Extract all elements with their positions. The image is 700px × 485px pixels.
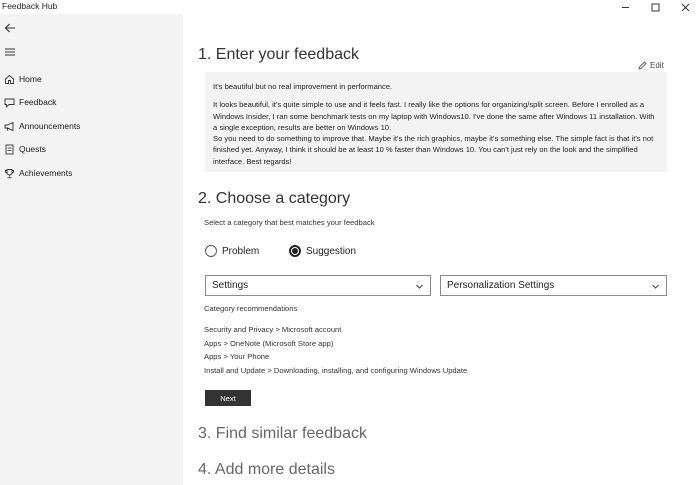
radio-problem[interactable]: [205, 245, 259, 257]
edit-button[interactable]: [638, 61, 664, 70]
step4-heading[interactable]: 4. Add more details: [198, 461, 335, 478]
close-icon: [681, 3, 690, 12]
title-bar: [0, 0, 700, 14]
home-icon: [0, 74, 19, 85]
step3-heading[interactable]: 3. Find similar feedback: [198, 425, 367, 442]
back-button[interactable]: [2, 21, 18, 35]
minimize-icon: [621, 3, 630, 12]
app-title: Feedback Hub: [2, 1, 58, 11]
category-dropdown-value: Settings: [212, 280, 249, 291]
recommendations-title: Category recommendations: [204, 304, 298, 313]
recommendations-list: [204, 323, 467, 377]
feedback-paragraph: So you need to do something to improve that. Maybe it's the rich graphics, maybe it's something else. The simple fact is that it's not finished yet. Anyway, I think it should be at least 10 % faster than Windows 10. You can't just rely on the look and the simplified interface. Best regards!: [213, 134, 654, 166]
sidebar-item-label: Feedback: [19, 97, 57, 107]
sidebar-item-label: Home: [19, 74, 42, 84]
radio-suggestion[interactable]: [289, 245, 356, 257]
recommendation-item[interactable]: Apps > OneNote (Microsoft Store app): [204, 338, 334, 348]
edit-label: Edit: [650, 61, 664, 70]
category-dropdown[interactable]: [205, 275, 431, 296]
quests-icon: [0, 144, 19, 155]
subcategory-dropdown[interactable]: [440, 275, 667, 296]
feedback-icon: [0, 97, 19, 108]
minimize-button[interactable]: [610, 0, 640, 14]
sidebar-item-label: Achievements: [19, 168, 73, 178]
hamburger-menu-button[interactable]: [2, 45, 18, 59]
close-button[interactable]: [670, 0, 700, 14]
window-controls: [610, 0, 700, 14]
maximize-icon: [651, 3, 660, 12]
recommendation-item[interactable]: Security and Privacy > Microsoft account: [204, 325, 342, 334]
sidebar-item-announcements[interactable]: [0, 115, 183, 137]
recommendation-item[interactable]: Install and Update > Downloading, installing, and configuring Windows Update: [204, 365, 468, 375]
pencil-icon: [638, 61, 647, 70]
feedback-text-box[interactable]: [205, 72, 667, 172]
radio-suggestion-label: Suggestion: [306, 245, 357, 257]
step1-heading: 1. Enter your feedback: [198, 46, 359, 63]
feedback-title: It's beautiful but no real improvement in performance.: [213, 82, 393, 91]
step2-heading: 2. Choose a category: [198, 190, 351, 207]
next-button[interactable]: Next: [205, 390, 251, 406]
radio-problem-circle[interactable]: [205, 245, 217, 257]
sidebar-item-label: Announcements: [19, 121, 81, 131]
hamburger-icon: [4, 47, 16, 57]
category-hint: Select a category that best matches your feedback: [204, 218, 375, 227]
radio-suggestion-circle[interactable]: [289, 245, 301, 257]
trophy-icon: [0, 168, 19, 179]
sidebar-item-feedback[interactable]: [0, 91, 183, 113]
sidebar-item-home[interactable]: [0, 68, 183, 90]
subcategory-dropdown-value: Personalization Settings: [447, 280, 555, 291]
main-content: [183, 14, 700, 485]
back-arrow-icon: [4, 23, 16, 33]
sidebar-item-achievements[interactable]: [0, 162, 183, 184]
sidebar-item-quests[interactable]: [0, 138, 183, 160]
radio-problem-label: Problem: [222, 245, 260, 257]
recommendation-item[interactable]: Apps > Your Phone: [204, 352, 270, 361]
sidebar: [0, 14, 183, 485]
chevron-down-icon: [415, 282, 424, 291]
chevron-down-icon: [651, 282, 660, 291]
feedback-paragraph: It looks beautiful, it's quite simple to use and it feels fast. I really like the options for organizing/split screen. Before I enrolled as a Windows Insider, I ran some benchmark tests on my laptop with Windows10. I've done the same after Windows 11 installation. With a single exception, results are better on Windows 10.: [213, 100, 655, 132]
megaphone-icon: [0, 121, 19, 132]
sidebar-item-label: Quests: [19, 144, 46, 154]
maximize-button[interactable]: [640, 0, 670, 14]
